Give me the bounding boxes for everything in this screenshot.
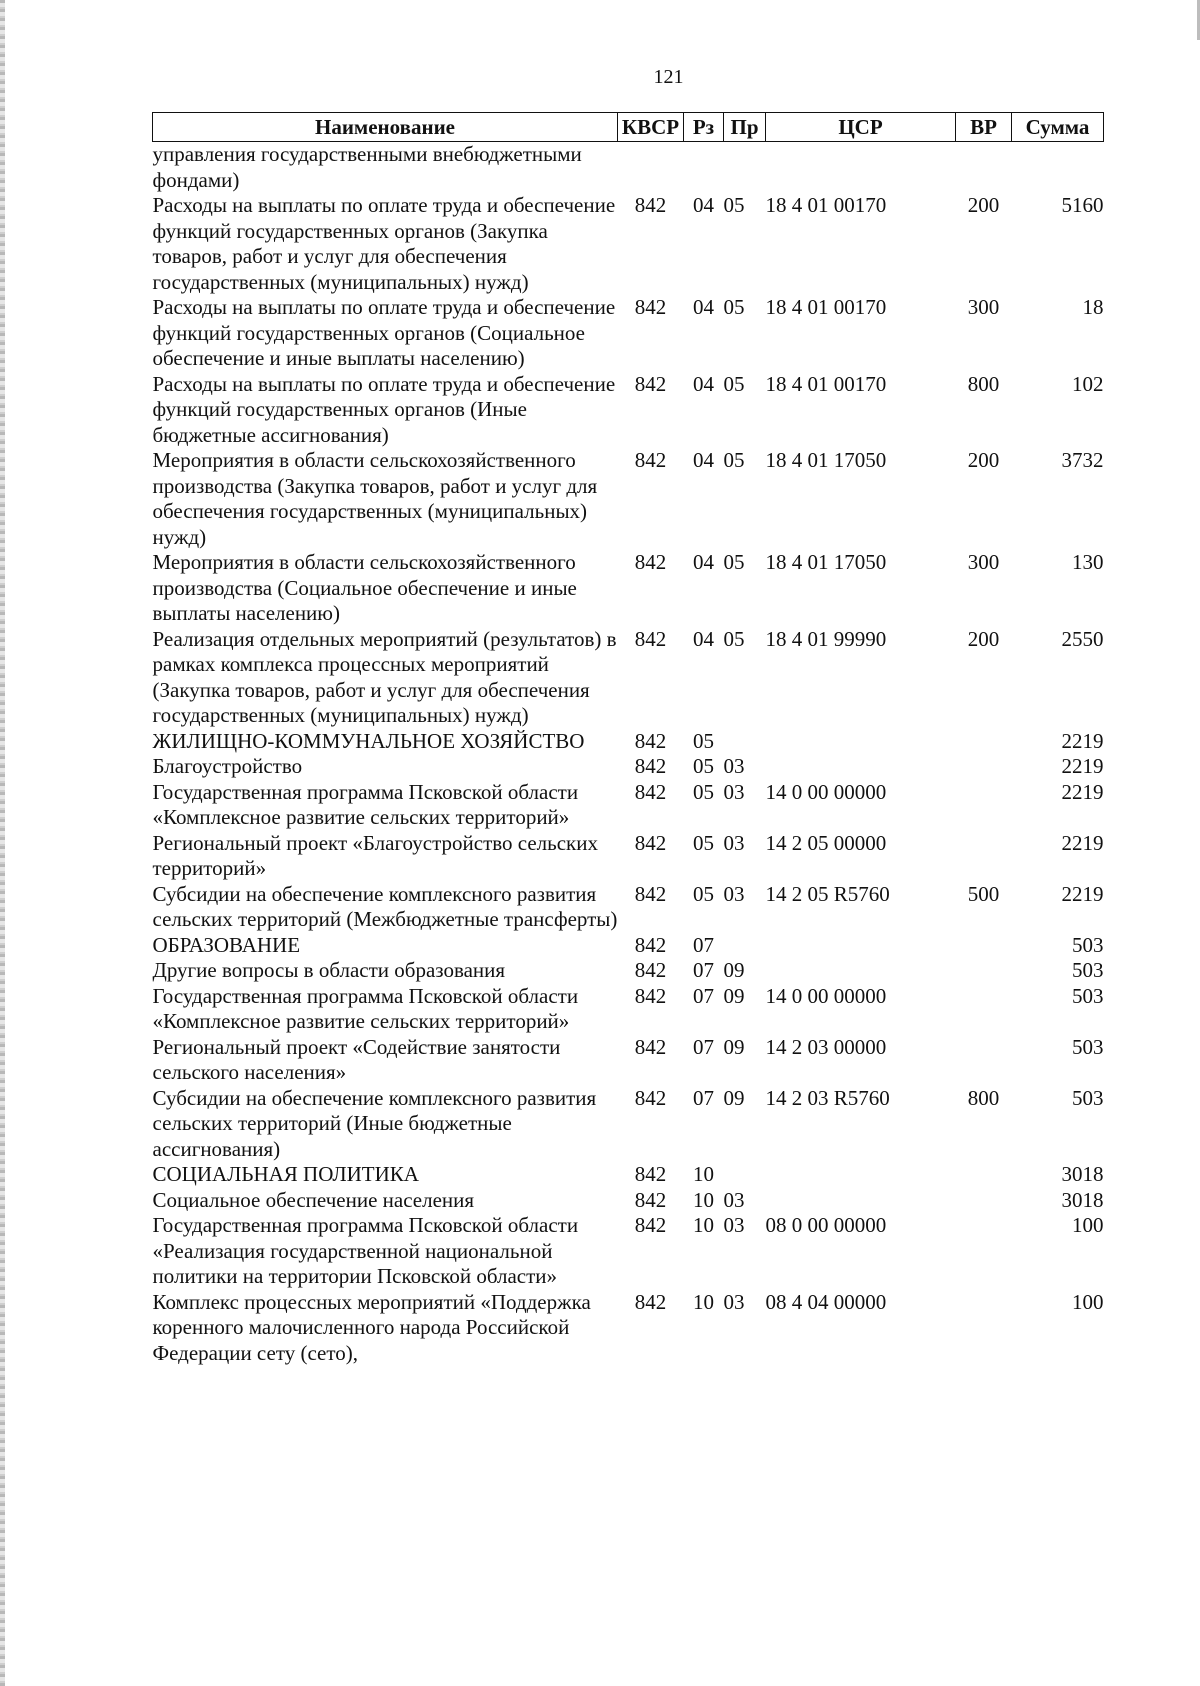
cell-vr: 800 bbox=[967, 1085, 1000, 1110]
table-row bbox=[153, 193, 1104, 295]
cell-pr: 03 bbox=[723, 1213, 745, 1237]
cell-kvsr: 842 bbox=[634, 754, 667, 778]
cell-pr: 09 bbox=[723, 1085, 745, 1110]
cell-kvsr: 842 bbox=[634, 830, 667, 855]
cell-csr: 14 2 05 R5760 bbox=[765, 881, 890, 906]
budget-table bbox=[152, 112, 1104, 1366]
table-row bbox=[153, 1290, 1104, 1367]
cell-vr bbox=[956, 729, 1012, 755]
table-row bbox=[153, 1086, 1104, 1163]
cell-name: Региональный проект «Содействие занятости сельского населения» bbox=[152, 1034, 561, 1084]
cell-pr: 09 bbox=[723, 958, 745, 982]
cell-rz: 10 bbox=[693, 1187, 714, 1212]
cell-sum: 503 bbox=[1072, 1085, 1104, 1110]
cell-name: СОЦИАЛЬНАЯ ПОЛИТИКА bbox=[152, 1162, 419, 1186]
cell-kvsr: 842 bbox=[634, 728, 667, 753]
cell-kvsr: 842 bbox=[634, 371, 667, 396]
cell-kvsr: 842 bbox=[634, 1187, 667, 1212]
cell-kvsr: 842 bbox=[634, 983, 667, 1008]
cell-csr bbox=[766, 142, 956, 194]
cell-pr: 05 bbox=[723, 193, 745, 217]
cell-sum: 2219 bbox=[1061, 881, 1104, 906]
cell-sum bbox=[1012, 142, 1104, 194]
table-row bbox=[153, 754, 1104, 780]
cell-kvsr: 842 bbox=[634, 958, 667, 982]
cell-rz: 10 bbox=[693, 1162, 714, 1186]
cell-pr: 03 bbox=[723, 1187, 745, 1212]
cell-pr: 05 bbox=[723, 295, 745, 319]
cell-kvsr: 842 bbox=[634, 1162, 667, 1186]
cell-pr: 03 bbox=[723, 881, 745, 906]
table-row bbox=[153, 1035, 1104, 1086]
cell-vr: 300 bbox=[967, 550, 1000, 574]
cell-vr bbox=[956, 780, 1012, 831]
header-csr: ЦСР bbox=[766, 113, 956, 142]
cell-name: ЖИЛИЩНО-КОММУНАЛЬНОЕ ХОЗЯЙСТВО bbox=[152, 728, 585, 753]
cell-pr: 09 bbox=[723, 1034, 745, 1059]
cell-rz: 05 bbox=[693, 754, 714, 778]
cell-csr: 18 4 01 00170 bbox=[765, 371, 887, 396]
cell-name: Расходы на выплаты по оплате труда и обеспечение функций государственных органов (Закупка товаров, работ и услуг для обеспечения государственных (муниципальных) нужд) bbox=[152, 193, 616, 294]
cell-pr: 03 bbox=[723, 1289, 745, 1314]
cell-csr bbox=[766, 1162, 956, 1188]
cell-pr: 03 bbox=[723, 779, 745, 804]
cell-rz bbox=[684, 142, 724, 194]
cell-kvsr: 842 bbox=[634, 1213, 667, 1237]
cell-csr: 14 2 03 00000 bbox=[765, 1034, 887, 1059]
cell-rz: 10 bbox=[693, 1289, 714, 1314]
cell-name: Субсидии на обеспечение комплексного развития сельских территорий (Иные бюджетные ассигнования) bbox=[152, 1085, 597, 1161]
cell-rz: 07 bbox=[693, 932, 714, 957]
cell-vr bbox=[956, 1035, 1012, 1086]
cell-csr: 08 4 04 00000 bbox=[765, 1289, 887, 1314]
cell-vr: 500 bbox=[967, 881, 1000, 906]
cell-pr: 05 bbox=[723, 626, 745, 651]
cell-sum: 102 bbox=[1072, 371, 1104, 396]
cell-sum: 100 bbox=[1072, 1289, 1104, 1314]
table-row bbox=[153, 372, 1104, 449]
table-row bbox=[153, 627, 1104, 729]
cell-pr bbox=[724, 933, 766, 959]
cell-name: Мероприятия в области сельскохозяйственного производства (Социальное обеспечение и иные выплаты населению) bbox=[152, 550, 577, 625]
cell-name: Комплекс процессных мероприятий «Поддержка коренного малочисленного народа Российской Федерации сету (сето), bbox=[152, 1289, 591, 1365]
cell-rz: 07 bbox=[693, 1034, 714, 1059]
cell-csr: 18 4 01 00170 bbox=[765, 295, 887, 319]
table-row bbox=[153, 1162, 1104, 1188]
header-vr: ВР bbox=[956, 113, 1012, 142]
cell-sum: 2550 bbox=[1061, 626, 1104, 651]
cell-vr: 800 bbox=[967, 371, 1000, 396]
cell-vr bbox=[956, 933, 1012, 959]
cell-csr bbox=[766, 958, 956, 984]
cell-rz: 05 bbox=[693, 779, 714, 804]
table-row bbox=[153, 984, 1104, 1035]
cell-csr bbox=[766, 933, 956, 959]
table-row bbox=[153, 1188, 1104, 1214]
cell-csr: 08 0 00 00000 bbox=[765, 1213, 887, 1237]
cell-kvsr bbox=[618, 142, 684, 194]
scan-edge-left bbox=[0, 0, 5, 1686]
table-row bbox=[153, 729, 1104, 755]
cell-csr: 14 2 03 R5760 bbox=[765, 1085, 890, 1110]
page-number: 121 bbox=[653, 66, 684, 88]
cell-kvsr: 842 bbox=[634, 1289, 667, 1314]
cell-vr: 200 bbox=[967, 626, 1000, 651]
cell-sum: 503 bbox=[1072, 958, 1104, 982]
cell-kvsr: 842 bbox=[634, 448, 667, 472]
cell-sum: 503 bbox=[1072, 932, 1104, 957]
cell-sum: 18 bbox=[1082, 295, 1104, 319]
cell-sum: 3018 bbox=[1061, 1187, 1104, 1212]
cell-vr bbox=[956, 1188, 1012, 1214]
table-row bbox=[153, 780, 1104, 831]
cell-pr: 05 bbox=[723, 448, 745, 472]
table-row bbox=[153, 958, 1104, 984]
cell-name: Государственная программа Псковской области «Реализация государственной национальной политики на территории Псковской области» bbox=[152, 1213, 579, 1288]
header-rz: Рз bbox=[684, 113, 724, 142]
cell-pr bbox=[724, 729, 766, 755]
header-name: Наименование bbox=[153, 113, 618, 142]
table-row bbox=[153, 882, 1104, 933]
cell-vr bbox=[956, 1162, 1012, 1188]
cell-vr bbox=[956, 1213, 1012, 1290]
cell-sum: 5160 bbox=[1061, 193, 1104, 217]
cell-kvsr: 842 bbox=[634, 550, 667, 574]
cell-name: Субсидии на обеспечение комплексного развития сельских территорий (Межбюджетные трансферты) bbox=[152, 881, 618, 931]
cell-kvsr: 842 bbox=[634, 295, 667, 319]
table-row bbox=[153, 831, 1104, 882]
cell-name: управления государственными внебюджетными фондами) bbox=[152, 142, 582, 192]
header-pr: Пр bbox=[724, 113, 766, 142]
cell-csr: 14 2 05 00000 bbox=[765, 830, 887, 855]
cell-vr bbox=[956, 984, 1012, 1035]
cell-kvsr: 842 bbox=[634, 626, 667, 651]
cell-name: ОБРАЗОВАНИЕ bbox=[152, 932, 301, 957]
cell-vr bbox=[956, 1290, 1012, 1367]
cell-vr: 200 bbox=[967, 448, 1000, 472]
cell-rz: 05 bbox=[693, 830, 714, 855]
cell-pr: 05 bbox=[723, 371, 745, 396]
cell-name: Государственная программа Псковской области «Комплексное развитие сельских территорий» bbox=[152, 779, 579, 829]
cell-rz: 04 bbox=[693, 448, 714, 472]
cell-rz: 04 bbox=[693, 626, 714, 651]
header-kvsr: КВСР bbox=[618, 113, 684, 142]
cell-vr: 200 bbox=[967, 193, 1000, 217]
cell-vr bbox=[956, 754, 1012, 780]
cell-kvsr: 842 bbox=[634, 1085, 667, 1110]
cell-csr: 18 4 01 00170 bbox=[765, 193, 887, 217]
cell-csr bbox=[766, 754, 956, 780]
cell-kvsr: 842 bbox=[634, 779, 667, 804]
cell-sum: 3018 bbox=[1061, 1162, 1104, 1186]
cell-vr bbox=[956, 958, 1012, 984]
cell-sum: 2219 bbox=[1061, 830, 1104, 855]
cell-csr: 18 4 01 99990 bbox=[765, 626, 887, 651]
cell-rz: 07 bbox=[693, 958, 714, 982]
cell-pr: 09 bbox=[723, 983, 745, 1008]
cell-sum: 2219 bbox=[1061, 779, 1104, 804]
table-row bbox=[153, 550, 1104, 627]
cell-sum: 2219 bbox=[1061, 728, 1104, 753]
cell-name: Расходы на выплаты по оплате труда и обеспечение функций государственных органов (Социальное обеспечение и иные выплаты населению) bbox=[152, 295, 616, 370]
table-row bbox=[153, 933, 1104, 959]
cell-name: Региональный проект «Благоустройство сельских территорий» bbox=[152, 830, 598, 880]
table-row bbox=[153, 448, 1104, 550]
cell-name: Другие вопросы в области образования bbox=[152, 958, 506, 982]
cell-name: Благоустройство bbox=[152, 754, 303, 778]
cell-rz: 05 bbox=[693, 728, 714, 753]
cell-sum: 503 bbox=[1072, 983, 1104, 1008]
cell-name: Социальное обеспечение населения bbox=[152, 1187, 475, 1212]
cell-kvsr: 842 bbox=[634, 193, 667, 217]
cell-name: Реализация отдельных мероприятий (результатов) в рамках комплекса процессных мероприятий (Закупка товаров, работ и услуг для обеспечения государственных (муниципальных) нужд) bbox=[152, 626, 617, 727]
table-row bbox=[153, 295, 1104, 372]
cell-sum: 130 bbox=[1072, 550, 1104, 574]
cell-rz: 07 bbox=[693, 1085, 714, 1110]
cell-kvsr: 842 bbox=[634, 881, 667, 906]
cell-csr bbox=[766, 729, 956, 755]
cell-sum: 3732 bbox=[1061, 448, 1104, 472]
cell-pr: 03 bbox=[723, 754, 745, 778]
cell-csr: 14 0 00 00000 bbox=[765, 779, 887, 804]
cell-vr: 300 bbox=[967, 295, 1000, 319]
cell-vr bbox=[956, 831, 1012, 882]
cell-vr bbox=[956, 142, 1012, 194]
cell-csr bbox=[766, 1188, 956, 1214]
cell-name: Государственная программа Псковской области «Комплексное развитие сельских территорий» bbox=[152, 983, 579, 1033]
table-header-row bbox=[153, 113, 1104, 142]
cell-name: Мероприятия в области сельскохозяйственного производства (Закупка товаров, работ и услуг для обеспечения государственных (муниципальных) нужд) bbox=[152, 448, 598, 549]
cell-pr bbox=[724, 142, 766, 194]
cell-pr bbox=[724, 1162, 766, 1188]
cell-name: Расходы на выплаты по оплате труда и обеспечение функций государственных органов (Иные бюджетные ассигнования) bbox=[152, 371, 616, 447]
cell-pr: 05 bbox=[723, 550, 745, 574]
cell-pr: 03 bbox=[723, 830, 745, 855]
cell-sum: 503 bbox=[1072, 1034, 1104, 1059]
cell-sum: 2219 bbox=[1061, 754, 1104, 778]
cell-rz: 04 bbox=[693, 371, 714, 396]
cell-csr: 18 4 01 17050 bbox=[765, 550, 887, 574]
cell-kvsr: 842 bbox=[634, 932, 667, 957]
cell-rz: 07 bbox=[693, 983, 714, 1008]
cell-rz: 05 bbox=[693, 881, 714, 906]
cell-csr: 14 0 00 00000 bbox=[765, 983, 887, 1008]
cell-csr: 18 4 01 17050 bbox=[765, 448, 887, 472]
cell-kvsr: 842 bbox=[634, 1034, 667, 1059]
table-row bbox=[153, 142, 1104, 194]
cell-rz: 04 bbox=[693, 550, 714, 574]
table-row bbox=[153, 1213, 1104, 1290]
header-sum: Сумма bbox=[1012, 113, 1104, 142]
cell-rz: 04 bbox=[693, 295, 714, 319]
cell-rz: 04 bbox=[693, 193, 714, 217]
cell-rz: 10 bbox=[693, 1213, 714, 1237]
cell-sum: 100 bbox=[1072, 1213, 1104, 1237]
